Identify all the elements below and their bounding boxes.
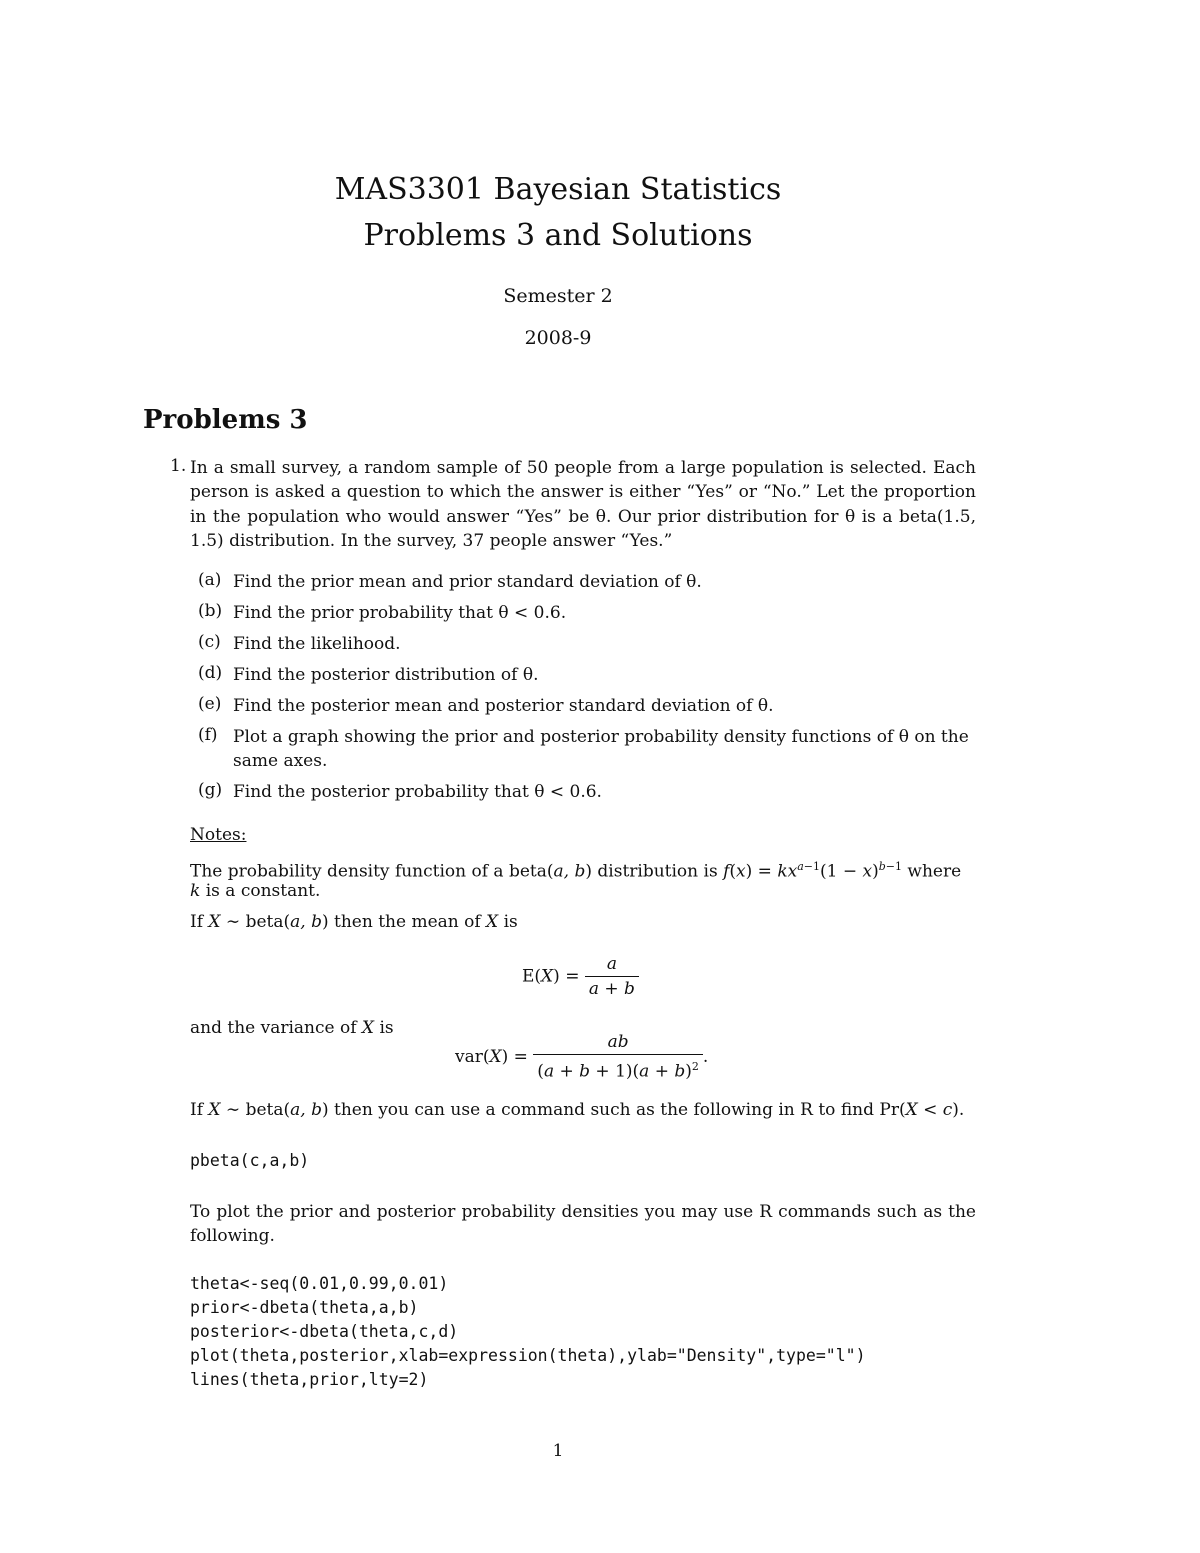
plot-intro: To plot the prior and posterior probability densities you may use R commands such as the following.	[190, 1202, 976, 1247]
document-subtitle: Problems 3 and Solutions	[363, 218, 753, 253]
problem-number: 1.	[170, 456, 187, 476]
code-line: posterior<-dbeta(theta,c,d)	[190, 1322, 459, 1341]
part-text: Find the prior mean and prior standard deviation of θ.	[233, 572, 702, 592]
section-heading: Problems 3	[143, 405, 308, 435]
part-label: (g)	[198, 780, 223, 800]
part-label: (b)	[198, 601, 223, 621]
part-text: Find the prior probability that θ < 0.6.	[233, 603, 567, 623]
part-text: Find the posterior mean and posterior standard deviation of θ.	[233, 696, 774, 716]
notes-heading: Notes:	[190, 825, 247, 845]
pdf-sentence-cont: k is a constant.	[190, 881, 321, 901]
part-text: Find the likelihood.	[233, 634, 401, 654]
code-line: theta<-seq(0.01,0.99,0.01)	[190, 1274, 449, 1293]
part-label: (c)	[198, 632, 221, 652]
variance-intro: and the variance of X is	[190, 1018, 394, 1038]
document-title: MAS3301 Bayesian Statistics	[334, 172, 782, 207]
part-label: (e)	[198, 694, 222, 714]
code-line: plot(theta,posterior,xlab=expression(theta),ylab="Density",type="l")	[190, 1346, 866, 1365]
r-intro: If X ∼ beta(a, b) then you can use a command such as the following in R to find Pr(X < c).	[190, 1100, 965, 1120]
part-text: Find the posterior probability that θ < 0.6.	[233, 782, 602, 802]
mean-formula: E(X) = $\frac{a}{a + b}$	[522, 952, 639, 1001]
pdf-sentence: The probability density function of a beta(a, b) distribution is $f(x) = kx^{a-1}(1 - x)^{b-1}$ where	[190, 860, 962, 882]
variance-formula: var(X) = $\frac{ab}{(a + b + 1)(a + b)^2}$ .	[455, 1032, 709, 1082]
problem-text: In a small survey, a random sample of 50 people from a large population is selected. Each person is asked a question to which the answer is either “Yes” or “No.” Let the proportion in the population who would answer “Yes” be θ. Our prior distribution for θ is a beta(1.5, 1.5) distribution. In the survey, 37 people answer “Yes.”	[190, 458, 976, 552]
year: 2008-9	[524, 327, 592, 349]
part-text: Find the posterior distribution of θ.	[233, 665, 539, 685]
mean-intro: If X ∼ beta(a, b) then the mean of X is	[190, 912, 518, 932]
part-label: (a)	[198, 570, 222, 590]
code-line: prior<-dbeta(theta,a,b)	[190, 1298, 419, 1317]
r-command: pbeta(c,a,b)	[190, 1151, 310, 1170]
part-text: Plot a graph showing the prior and posterior probability density functions of θ on the same axes.	[233, 727, 969, 771]
part-label: (f)	[198, 725, 218, 745]
semester: Semester 2	[503, 285, 613, 307]
page-number: 1	[552, 1441, 564, 1461]
part-label: (d)	[198, 663, 223, 683]
code-line: lines(theta,prior,lty=2)	[190, 1370, 429, 1389]
